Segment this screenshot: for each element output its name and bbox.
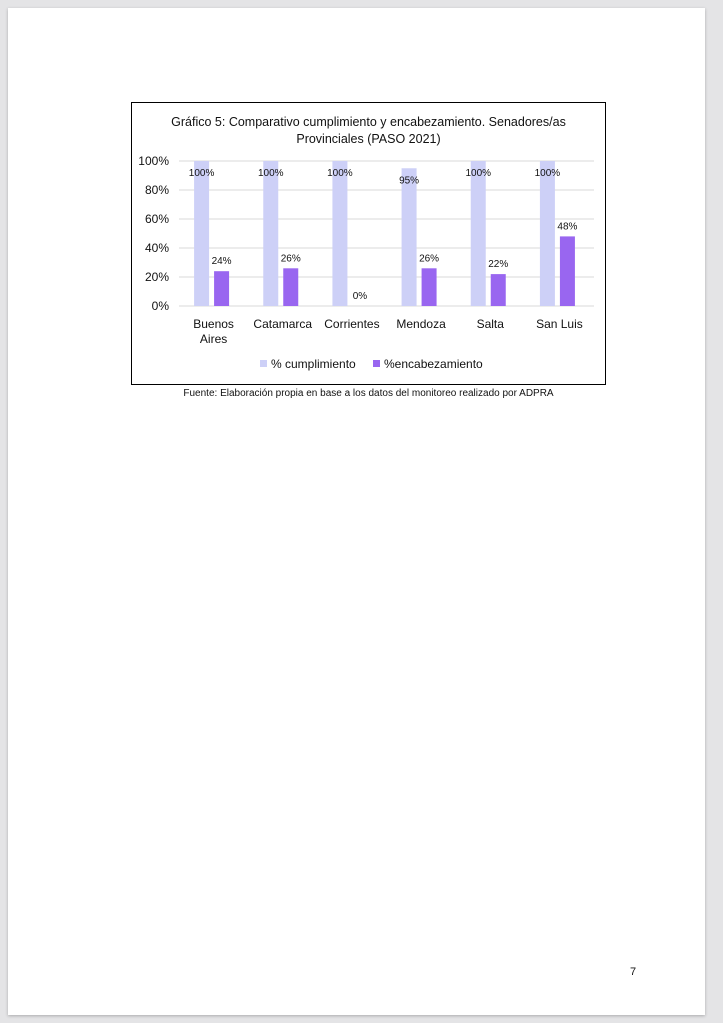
data-label: 100% — [465, 168, 492, 179]
chart-title: Gráfico 5: Comparativo cumplimiento y encabezamiento. Senadores/as Provinciales (PASO 2021) — [171, 115, 566, 146]
legend-label: %encabezamiento — [384, 357, 483, 371]
bar-encabezamiento — [560, 236, 575, 306]
legend-label: % cumplimiento — [271, 357, 356, 371]
x-category-label: Salta — [476, 317, 504, 331]
y-tick-label: 20% — [144, 270, 169, 284]
figure-caption: Fuente: Elaboración propia en base a los datos del monitoreo realizado por ADPRA — [183, 388, 554, 399]
bar-encabezamiento — [422, 268, 437, 306]
x-category-label: Corrientes — [324, 317, 380, 331]
data-label: 26% — [280, 253, 301, 265]
y-tick-label: 60% — [144, 212, 169, 226]
page-number: 7 — [630, 966, 637, 978]
data-label: 95% — [399, 175, 420, 187]
data-label: 100% — [188, 168, 215, 179]
bar-cumplimiento — [263, 161, 278, 306]
x-category-label: Catamarca — [253, 317, 313, 331]
x-category-label: Aires — [199, 332, 228, 346]
legend-swatch — [260, 360, 267, 367]
bar-cumplimiento — [402, 168, 417, 306]
data-label: 26% — [419, 253, 440, 265]
data-label: 48% — [557, 221, 578, 233]
data-label: 22% — [488, 259, 509, 271]
y-tick-label: 40% — [144, 241, 169, 255]
data-label: 100% — [327, 168, 353, 179]
x-category-label: Buenos — [193, 317, 234, 331]
bar-chart — [132, 103, 607, 386]
bar-cumplimiento — [471, 161, 486, 306]
bar-encabezamiento — [491, 274, 506, 306]
data-label: 100% — [257, 168, 284, 179]
y-tick-label: 80% — [144, 183, 169, 197]
data-label: 100% — [534, 168, 561, 179]
bar-cumplimiento — [332, 161, 347, 306]
x-category-label: San Luis — [536, 317, 583, 331]
data-label: 0% — [352, 291, 368, 302]
y-tick-label: 100% — [138, 154, 169, 168]
data-label: 24% — [211, 256, 232, 268]
legend-swatch — [373, 360, 380, 367]
bar-encabezamiento — [214, 271, 229, 306]
bar-cumplimiento — [194, 161, 209, 306]
x-category-label: Mendoza — [396, 317, 446, 331]
y-tick-label: 0% — [151, 299, 169, 313]
chart-frame — [131, 102, 606, 385]
document-page — [8, 8, 705, 1015]
bar-cumplimiento — [540, 161, 555, 306]
bar-encabezamiento — [283, 268, 298, 306]
